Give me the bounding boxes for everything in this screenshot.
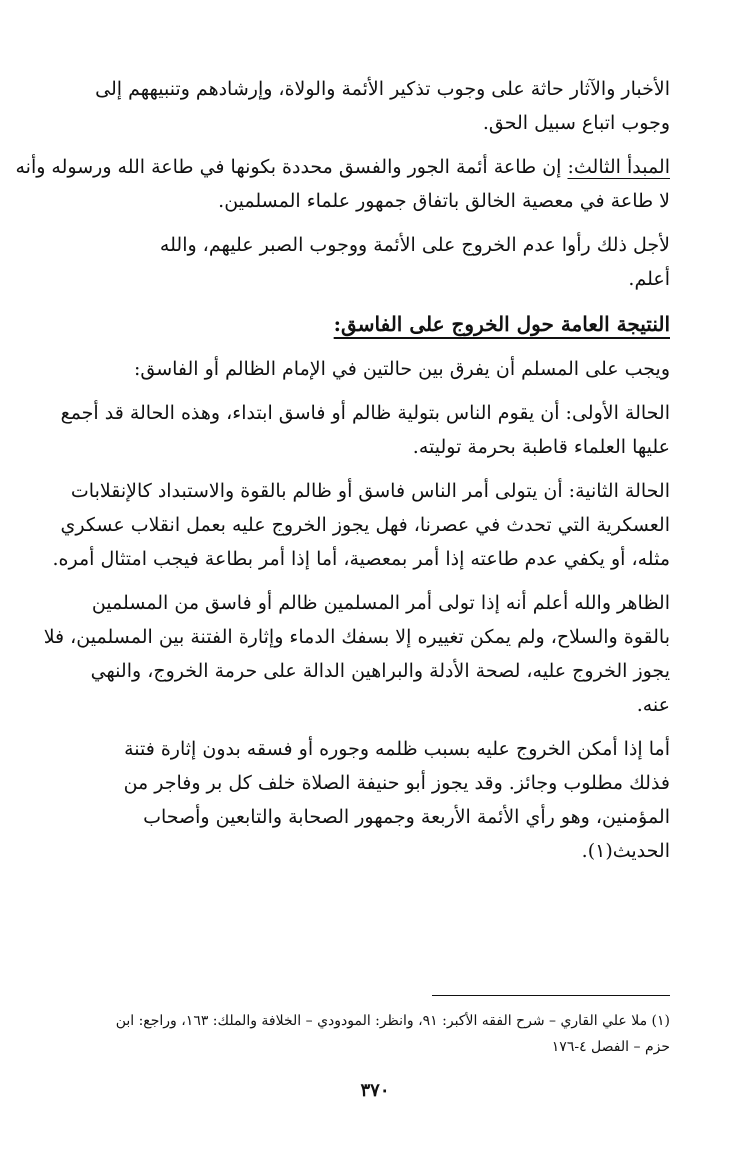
- text-line: المؤمنين، وهو رأي الأئمة الأربعة وجمهور الصحابة والتابعين وأصحاب: [143, 806, 670, 828]
- text-line: الأخبار والآثار حاثة على وجوب تذكير الأئمة والولاة، وإرشادهم وتنبيههم إلى: [95, 78, 670, 100]
- paragraph-8: [75, 732, 670, 868]
- text-line: لأجل ذلك رأوا عدم الخروج على الأئمة ووجوب الصبر عليهم، والله: [159, 234, 670, 256]
- footnote-divider: [432, 995, 670, 996]
- text-line: الحالة الأولى: أن يقوم الناس بتولية ظالم أو فاسق ابتداء، وهذه الحالة قد أجمع: [60, 402, 670, 424]
- paragraph-3: [75, 228, 670, 296]
- text-line: عليها العلماء قاطبة بحرمة توليته.: [412, 436, 670, 458]
- footnote-line: (١) ملا علي القاري – شرح الفقه الأكبر: ٩١، وانظر: المودودي – الخلافة والملك: ١٦٣، وراجع: ابن: [115, 1013, 670, 1029]
- text-line: مثله، أو يكفي عدم طاعته إذا أمر بمعصية، أما إذا أمر بطاعة فيجب امتثال أمره.: [52, 548, 670, 570]
- text-line: عنه.: [636, 694, 670, 716]
- principle-label: المبدأ الثالث:: [567, 156, 670, 178]
- main-text: [15, 72, 670, 868]
- paragraph-second-case: [52, 474, 670, 576]
- text-line: وجوب اتباع سبيل الحق.: [482, 112, 670, 134]
- paragraph-first-case: [60, 396, 670, 464]
- paragraph-1: [75, 72, 670, 140]
- text-line: يجوز الخروج عليه، لصحة الأدلة والبراهين الدالة على حرمة الخروج، والنهي: [90, 660, 670, 682]
- text-line: أما إذا أمكن الخروج عليه بسبب ظلمه وجوره أو فسقه بدون إثارة فتنة: [124, 738, 670, 760]
- text-line: الظاهر والله أعلم أنه إذا تولى أمر المسلمين ظالم أو فاسق من المسلمين: [91, 592, 670, 614]
- paragraph-4: [75, 352, 670, 386]
- section-heading: النتيجة العامة حول الخروج على الفاسق:: [333, 312, 670, 336]
- text-line: فذلك مطلوب وجائز. وقد يجوز أبو حنيفة الصلاة خلف كل بر وفاجر من: [123, 772, 670, 794]
- text-line: الحالة الثانية: أن يتولى أمر الناس فاسق أو ظالم بالقوة والاستبداد كالإنقلابات: [70, 480, 670, 502]
- text-line: ويجب على المسلم أن يفرق بين حالتين في الإمام الظالم أو الفاسق:: [133, 358, 670, 380]
- paragraph-7: [43, 586, 670, 722]
- footnote-line: حزم – الفصل ٤-١٧٦: [551, 1039, 670, 1055]
- footnote: [75, 1008, 670, 1060]
- text-line: [15, 150, 670, 184]
- principle-text: إن طاعة أئمة الجور والفسق محددة بكونها في طاعة الله ورسوله وأنه: [15, 156, 568, 178]
- text-line: الحديث(١).: [581, 840, 670, 862]
- text-line: لا طاعة في معصية الخالق باتفاق جمهور علماء المسلمين.: [218, 190, 670, 212]
- paragraph-third-principle: [15, 150, 670, 218]
- text-line: العسكرية التي تحدث في عصرنا، فهل يجوز الخروج عليه بعمل انقلاب عسكري: [60, 514, 670, 536]
- text-line: أعلم.: [628, 268, 670, 290]
- page-number: ٣٧٠: [360, 1080, 390, 1101]
- text-line: بالقوة والسلاح، ولم يمكن تغييره إلا بسفك الدماء وإثارة الفتنة بين المسلمين، فلا: [43, 626, 670, 648]
